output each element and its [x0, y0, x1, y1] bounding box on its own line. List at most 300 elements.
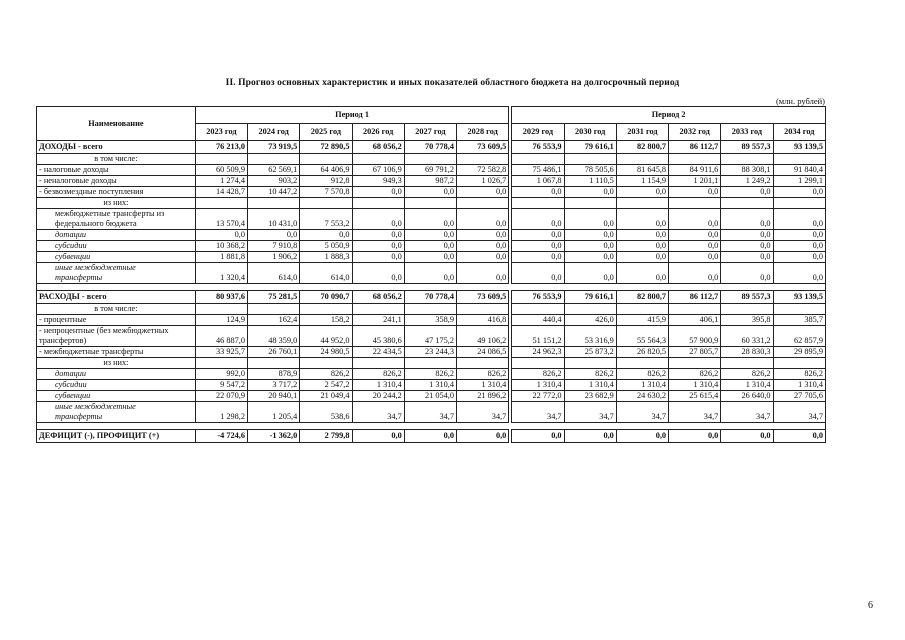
value-cell: 0,0: [352, 263, 404, 284]
value-cell: 60 331,2: [721, 326, 773, 347]
value-cell: 0,0: [773, 241, 825, 252]
table-row: [37, 347, 826, 358]
value-cell: 89 557,3: [721, 141, 773, 154]
table-row: [37, 358, 826, 369]
value-cell: 70 090,7: [300, 291, 352, 304]
value-cell: 0,0: [564, 252, 616, 263]
value-cell: [457, 154, 509, 165]
table-row: [37, 241, 826, 252]
value-cell: 34,7: [669, 402, 721, 423]
value-cell: 1 310,4: [457, 380, 509, 391]
value-cell: 826,2: [352, 369, 404, 380]
value-cell: 162,4: [248, 315, 300, 326]
spacer-cell: [669, 284, 721, 291]
year-header: 2023 год: [195, 124, 247, 141]
value-cell: [721, 198, 773, 209]
value-cell: 34,7: [457, 402, 509, 423]
value-cell: 992,0: [195, 369, 247, 380]
value-cell: [616, 198, 668, 209]
value-cell: -4 724,6: [195, 430, 247, 443]
value-cell: 86 112,7: [669, 291, 721, 304]
row-label: из них:: [37, 198, 196, 209]
value-cell: 0,0: [669, 263, 721, 284]
value-cell: 53 316,9: [564, 326, 616, 347]
value-cell: 0,0: [616, 252, 668, 263]
row-label-line: федерального бюджета: [55, 219, 137, 228]
spacer-cell: [721, 284, 773, 291]
value-cell: 0,0: [404, 230, 456, 241]
row-label-line: трансфертов): [39, 336, 87, 345]
value-cell: 0,0: [564, 230, 616, 241]
table-row: [37, 369, 826, 380]
value-cell: 47 175,2: [404, 326, 456, 347]
value-cell: 826,2: [669, 369, 721, 380]
spacer-cell: [773, 423, 825, 430]
row-label-line: иные межбюджетные: [55, 263, 136, 272]
value-cell: 0,0: [512, 241, 564, 252]
value-cell: 22 772,0: [512, 391, 564, 402]
value-cell: [564, 198, 616, 209]
year-header: 2033 год: [721, 124, 773, 141]
year-header: 2026 год: [352, 124, 404, 141]
row-label: [37, 326, 196, 347]
value-cell: 34,7: [564, 402, 616, 423]
value-cell: 20 940,1: [248, 391, 300, 402]
value-cell: 70 778,4: [404, 291, 456, 304]
spacer-cell: [404, 423, 456, 430]
value-cell: 34,7: [721, 402, 773, 423]
spacer-cell: [773, 284, 825, 291]
value-cell: 0,0: [457, 230, 509, 241]
value-cell: 23 682,9: [564, 391, 616, 402]
value-cell: 45 380,6: [352, 326, 404, 347]
value-cell: 0,0: [616, 209, 668, 230]
value-cell: 0,0: [564, 430, 616, 443]
value-cell: 0,0: [352, 230, 404, 241]
value-cell: 1 274,4: [195, 176, 247, 187]
value-cell: 0,0: [669, 209, 721, 230]
value-cell: 0,0: [512, 230, 564, 241]
spacer-cell: [248, 423, 300, 430]
value-cell: 826,2: [721, 369, 773, 380]
table-row: [37, 430, 826, 443]
value-cell: 73 609,5: [457, 291, 509, 304]
value-cell: 826,2: [300, 369, 352, 380]
value-cell: 440,4: [512, 315, 564, 326]
value-cell: 0,0: [669, 230, 721, 241]
value-cell: 80 937,6: [195, 291, 247, 304]
row-label: субвенции: [37, 252, 196, 263]
value-cell: 878,9: [248, 369, 300, 380]
budget-forecast-table: [36, 106, 826, 443]
value-cell: 26 760,1: [248, 347, 300, 358]
value-cell: 21 054,0: [404, 391, 456, 402]
value-cell: 0,0: [404, 241, 456, 252]
spacer-cell: [564, 284, 616, 291]
value-cell: 28 830,3: [721, 347, 773, 358]
value-cell: 385,7: [773, 315, 825, 326]
value-cell: 13 570,4: [195, 209, 247, 230]
value-cell: 1 310,4: [512, 380, 564, 391]
value-cell: 0,0: [721, 241, 773, 252]
value-cell: 51 151,2: [512, 326, 564, 347]
table-row: [37, 326, 826, 347]
value-cell: 86 112,7: [669, 141, 721, 154]
value-cell: 5 050,9: [300, 241, 352, 252]
value-cell: [564, 154, 616, 165]
value-cell: 1 310,4: [404, 380, 456, 391]
value-cell: 26 640,0: [721, 391, 773, 402]
table-row: [37, 380, 826, 391]
spacer-cell: [37, 284, 196, 291]
row-label: - безвозмездные поступления: [37, 187, 196, 198]
value-cell: 0,0: [564, 241, 616, 252]
value-cell: 1 310,4: [721, 380, 773, 391]
value-cell: 9 547,2: [195, 380, 247, 391]
value-cell: 0,0: [300, 230, 352, 241]
value-cell: 1 299,1: [773, 176, 825, 187]
value-cell: 29 895,9: [773, 347, 825, 358]
header-period-1: Период 1: [195, 107, 509, 124]
value-cell: 60 509,9: [195, 165, 247, 176]
row-label-line: трансферты: [55, 273, 103, 282]
value-cell: 24 630,2: [616, 391, 668, 402]
year-header: 2028 год: [457, 124, 509, 141]
value-cell: 89 557,3: [721, 291, 773, 304]
table-row: [37, 176, 826, 187]
header-name: Наименование: [37, 107, 196, 141]
value-cell: 82 800,7: [616, 141, 668, 154]
value-cell: 10 447,2: [248, 187, 300, 198]
value-cell: 1 201,1: [669, 176, 721, 187]
value-cell: [404, 304, 456, 315]
spacer-cell: [512, 423, 564, 430]
value-cell: 0,0: [404, 187, 456, 198]
value-cell: 0,0: [457, 263, 509, 284]
table-row: [37, 304, 826, 315]
value-cell: 76 553,9: [512, 141, 564, 154]
value-cell: 0,0: [195, 230, 247, 241]
value-cell: 416,8: [457, 315, 509, 326]
page-number: 6: [868, 600, 873, 611]
value-cell: 0,0: [721, 187, 773, 198]
value-cell: 0,0: [512, 263, 564, 284]
row-label: - межбюджетные трансферты: [37, 347, 196, 358]
document-title: II. Прогноз основных характеристик и иных показателей областного бюджета на долгосрочный период: [225, 78, 680, 88]
value-cell: [669, 304, 721, 315]
value-cell: 1 310,4: [564, 380, 616, 391]
value-cell: 44 952,0: [300, 326, 352, 347]
value-cell: 27 805,7: [669, 347, 721, 358]
value-cell: [404, 154, 456, 165]
table-row: [37, 391, 826, 402]
value-cell: 0,0: [616, 230, 668, 241]
value-cell: 14 428,7: [195, 187, 247, 198]
value-cell: 0,0: [457, 241, 509, 252]
value-cell: 0,0: [669, 187, 721, 198]
value-cell: [564, 304, 616, 315]
table-row: [37, 315, 826, 326]
header-period-2: Период 2: [512, 107, 826, 124]
spacer-cell: [404, 284, 456, 291]
value-cell: [512, 154, 564, 165]
value-cell: 0,0: [512, 187, 564, 198]
table-row: [37, 209, 826, 230]
value-cell: 93 139,5: [773, 291, 825, 304]
spacer-cell: [300, 423, 352, 430]
value-cell: 826,2: [512, 369, 564, 380]
value-cell: 1 154,9: [616, 176, 668, 187]
value-cell: 1 320,4: [195, 263, 247, 284]
value-cell: 1 249,2: [721, 176, 773, 187]
row-label-line: - непроцентные (без межбюджетных: [39, 326, 169, 335]
value-cell: 49 106,2: [457, 326, 509, 347]
value-cell: [457, 358, 509, 369]
value-cell: 0,0: [616, 430, 668, 443]
value-cell: 1 888,3: [300, 252, 352, 263]
row-label: субвенции: [37, 391, 196, 402]
value-cell: [248, 304, 300, 315]
value-cell: 0,0: [457, 430, 509, 443]
year-header: 2031 год: [616, 124, 668, 141]
table-row: [37, 165, 826, 176]
units-note: (млн. рублей): [775, 96, 825, 106]
row-label: РАСХОДЫ - всего: [37, 291, 196, 304]
value-cell: 0,0: [773, 252, 825, 263]
value-cell: [721, 358, 773, 369]
value-cell: 826,2: [404, 369, 456, 380]
row-label: - налоговые доходы: [37, 165, 196, 176]
row-label: ДЕФИЦИТ (-), ПРОФИЦИТ (+): [37, 430, 196, 443]
value-cell: 0,0: [457, 252, 509, 263]
value-cell: 0,0: [616, 187, 668, 198]
value-cell: 93 139,5: [773, 141, 825, 154]
value-cell: [300, 304, 352, 315]
spacer-cell: [721, 423, 773, 430]
spacer-cell: [457, 284, 509, 291]
value-cell: 0,0: [773, 230, 825, 241]
value-cell: 614,0: [248, 263, 300, 284]
value-cell: [195, 304, 247, 315]
value-cell: [457, 304, 509, 315]
value-cell: [616, 154, 668, 165]
value-cell: 826,2: [457, 369, 509, 380]
value-cell: 70 778,4: [404, 141, 456, 154]
value-cell: [773, 358, 825, 369]
value-cell: 20 244,2: [352, 391, 404, 402]
value-cell: 0,0: [457, 209, 509, 230]
value-cell: 78 505,6: [564, 165, 616, 176]
value-cell: 34,7: [616, 402, 668, 423]
value-cell: 67 106,9: [352, 165, 404, 176]
table-row: [37, 187, 826, 198]
value-cell: 0,0: [457, 187, 509, 198]
value-cell: [300, 198, 352, 209]
table-row: [37, 263, 826, 284]
value-cell: 0,0: [352, 241, 404, 252]
year-header: 2029 год: [512, 124, 564, 141]
value-cell: 88 308,1: [721, 165, 773, 176]
value-cell: 0,0: [512, 209, 564, 230]
table-row: [37, 141, 826, 154]
value-cell: 0,0: [721, 430, 773, 443]
value-cell: [564, 358, 616, 369]
value-cell: 2 799,8: [300, 430, 352, 443]
value-cell: 0,0: [404, 430, 456, 443]
row-label: ДОХОДЫ - всего: [37, 141, 196, 154]
value-cell: [512, 358, 564, 369]
value-cell: 72 890,5: [300, 141, 352, 154]
value-cell: 1 881,8: [195, 252, 247, 263]
value-cell: 538,6: [300, 402, 352, 423]
value-cell: [512, 198, 564, 209]
value-cell: 2 547,2: [300, 380, 352, 391]
value-cell: 21 896,2: [457, 391, 509, 402]
value-cell: 0,0: [773, 187, 825, 198]
value-cell: 73 609,5: [457, 141, 509, 154]
spacer-cell: [564, 423, 616, 430]
value-cell: 76 213,0: [195, 141, 247, 154]
value-cell: 24 962,3: [512, 347, 564, 358]
spacer-cell: [352, 423, 404, 430]
value-cell: 1 298,2: [195, 402, 247, 423]
value-cell: 62 857,9: [773, 326, 825, 347]
value-cell: 69 791,2: [404, 165, 456, 176]
value-cell: 1 110,5: [564, 176, 616, 187]
value-cell: 0,0: [564, 187, 616, 198]
value-cell: 415,9: [616, 315, 668, 326]
value-cell: 158,2: [300, 315, 352, 326]
value-cell: 46 887,0: [195, 326, 247, 347]
value-cell: [404, 198, 456, 209]
value-cell: 7 570,8: [300, 187, 352, 198]
value-cell: 0,0: [564, 263, 616, 284]
value-cell: 826,2: [564, 369, 616, 380]
value-cell: 75 486,1: [512, 165, 564, 176]
value-cell: 25 615,4: [669, 391, 721, 402]
value-cell: [773, 198, 825, 209]
table-row: [37, 154, 826, 165]
value-cell: 7 553,2: [300, 209, 352, 230]
value-cell: 0,0: [352, 430, 404, 443]
value-cell: 7 910,8: [248, 241, 300, 252]
value-cell: 0,0: [352, 252, 404, 263]
value-cell: 24 086,5: [457, 347, 509, 358]
value-cell: 25 873,2: [564, 347, 616, 358]
spacer-cell: [248, 284, 300, 291]
row-label: - процентные: [37, 315, 196, 326]
row-label: в том числе:: [37, 304, 196, 315]
value-cell: -1 362,0: [248, 430, 300, 443]
year-header: 2027 год: [404, 124, 456, 141]
value-cell: 0,0: [404, 252, 456, 263]
value-cell: [457, 198, 509, 209]
value-cell: 0,0: [773, 263, 825, 284]
value-cell: [195, 358, 247, 369]
value-cell: 0,0: [721, 230, 773, 241]
value-cell: [352, 358, 404, 369]
value-cell: [352, 198, 404, 209]
value-cell: 0,0: [773, 430, 825, 443]
value-cell: [195, 198, 247, 209]
value-cell: 81 645,8: [616, 165, 668, 176]
value-cell: 826,2: [773, 369, 825, 380]
value-cell: 1 310,4: [352, 380, 404, 391]
spacer-cell: [352, 284, 404, 291]
value-cell: 33 925,7: [195, 347, 247, 358]
year-header: 2034 год: [773, 124, 825, 141]
value-cell: 1 205,4: [248, 402, 300, 423]
value-cell: 0,0: [616, 241, 668, 252]
table-body: [37, 141, 826, 443]
value-cell: 1 906,2: [248, 252, 300, 263]
value-cell: 34,7: [352, 402, 404, 423]
spacer-cell: [195, 423, 247, 430]
value-cell: [669, 154, 721, 165]
row-label-line: иные межбюджетные: [55, 402, 136, 411]
value-cell: 0,0: [721, 252, 773, 263]
value-cell: 73 919,5: [248, 141, 300, 154]
value-cell: 826,2: [616, 369, 668, 380]
value-cell: [248, 198, 300, 209]
value-cell: 903,2: [248, 176, 300, 187]
value-cell: 21 049,4: [300, 391, 352, 402]
value-cell: [195, 154, 247, 165]
year-header: 2032 год: [669, 124, 721, 141]
value-cell: 82 800,7: [616, 291, 668, 304]
value-cell: 27 705,6: [773, 391, 825, 402]
value-cell: 34,7: [404, 402, 456, 423]
spacer-cell: [457, 423, 509, 430]
value-cell: 358,9: [404, 315, 456, 326]
value-cell: 57 900,9: [669, 326, 721, 347]
spacer-cell: [37, 423, 196, 430]
row-label: дотации: [37, 369, 196, 380]
value-cell: 395,8: [721, 315, 773, 326]
value-cell: 0,0: [404, 209, 456, 230]
value-cell: 3 717,2: [248, 380, 300, 391]
value-cell: [669, 198, 721, 209]
value-cell: 22 070,9: [195, 391, 247, 402]
row-label: субсидии: [37, 241, 196, 252]
table-row: [37, 230, 826, 241]
spacer-cell: [669, 423, 721, 430]
table-row: [37, 291, 826, 304]
value-cell: 34,7: [773, 402, 825, 423]
value-cell: 62 569,1: [248, 165, 300, 176]
value-cell: 0,0: [721, 263, 773, 284]
value-cell: 241,1: [352, 315, 404, 326]
year-header: 2030 год: [564, 124, 616, 141]
table-row: [37, 402, 826, 423]
value-cell: [721, 154, 773, 165]
row-label: [37, 402, 196, 423]
value-cell: 24 980,5: [300, 347, 352, 358]
value-cell: 0,0: [669, 241, 721, 252]
value-cell: 55 564,3: [616, 326, 668, 347]
value-cell: 912,8: [300, 176, 352, 187]
spacer-cell: [195, 284, 247, 291]
value-cell: 79 616,1: [564, 141, 616, 154]
table-row: [37, 284, 826, 291]
value-cell: 76 553,9: [512, 291, 564, 304]
table-row: [37, 423, 826, 430]
row-label: в том числе:: [37, 154, 196, 165]
value-cell: 1 310,4: [773, 380, 825, 391]
value-cell: 0,0: [669, 252, 721, 263]
value-cell: [248, 154, 300, 165]
value-cell: 34,7: [512, 402, 564, 423]
